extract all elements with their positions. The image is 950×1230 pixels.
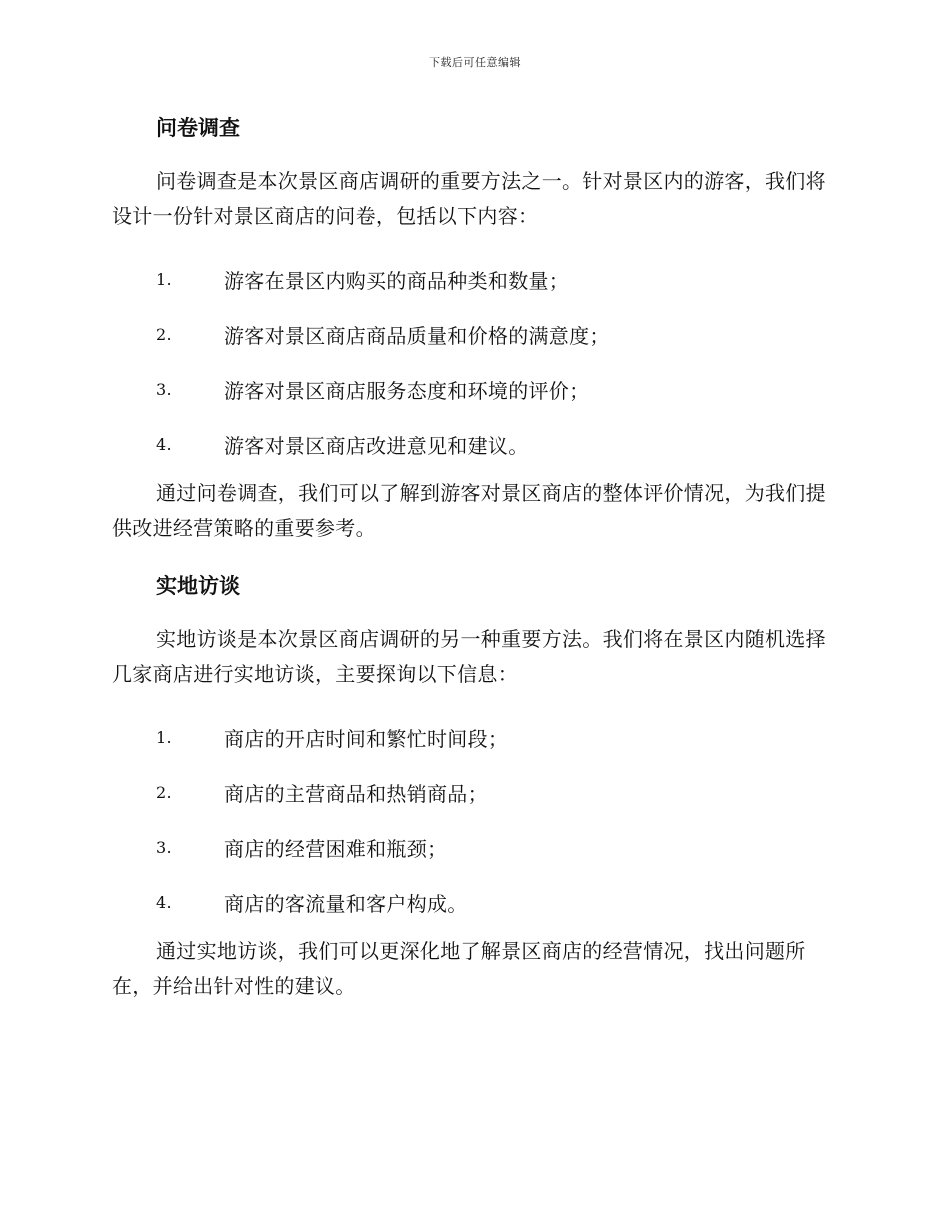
- numbered-list: [112, 252, 832, 472]
- list-text: 游客对景区商店改进意见和建议。: [224, 434, 529, 458]
- section-intro: 问卷调查是本次景区商店调研的重要方法之一。针对景区内的游客，我们将设计一份针对景区商店的问卷，包括以下内容：: [112, 169, 826, 228]
- section-conclusion: 通过问卷调查，我们可以了解到游客对景区商店的整体评价情况，为我们提供改进经营策略的重要参考。: [112, 481, 826, 540]
- list-item: [112, 417, 832, 472]
- section-questionnaire: [112, 108, 832, 546]
- list-item: [112, 252, 832, 307]
- header-note: 下载后可任意编辑: [429, 56, 521, 69]
- list-number: 4.: [156, 893, 172, 912]
- section-field-interview: [112, 566, 832, 1004]
- section-intro: 实地访谈是本次景区商店调研的另一种重要方法。我们将在景区内随机选择几家商店进行实地访谈，主要探询以下信息：: [112, 627, 826, 686]
- section-heading: 问卷调查: [156, 115, 240, 140]
- section-heading: 实地访谈: [156, 573, 240, 598]
- list-text: 商店的客流量和客户构成。: [224, 892, 468, 916]
- list-text: 商店的开店时间和繁忙时间段；: [224, 727, 509, 751]
- list-text: 游客在景区内购买的商品种类和数量；: [224, 269, 570, 293]
- list-item: [112, 820, 832, 875]
- list-number: 1.: [156, 270, 172, 289]
- list-text: 商店的经营困难和瓶颈；: [224, 837, 448, 861]
- list-item: [112, 765, 832, 820]
- document-body: [112, 108, 832, 1004]
- list-number: 2.: [156, 325, 172, 344]
- list-item: [112, 307, 832, 362]
- list-number: 4.: [156, 435, 172, 454]
- list-number: 1.: [156, 728, 172, 747]
- list-number: 2.: [156, 783, 172, 802]
- numbered-list: [112, 710, 832, 930]
- list-text: 游客对景区商店商品质量和价格的满意度；: [224, 324, 610, 348]
- list-item: [112, 710, 832, 765]
- list-text: 商店的主营商品和热销商品；: [224, 782, 488, 806]
- section-conclusion: 通过实地访谈，我们可以更深化地了解景区商店的经营情况，找出问题所在，并给出针对性的建议。: [112, 939, 806, 998]
- list-number: 3.: [156, 838, 172, 857]
- list-item: [112, 875, 832, 930]
- list-text: 游客对景区商店服务态度和环境的评价；: [224, 379, 590, 403]
- list-item: [112, 362, 832, 417]
- list-number: 3.: [156, 380, 172, 399]
